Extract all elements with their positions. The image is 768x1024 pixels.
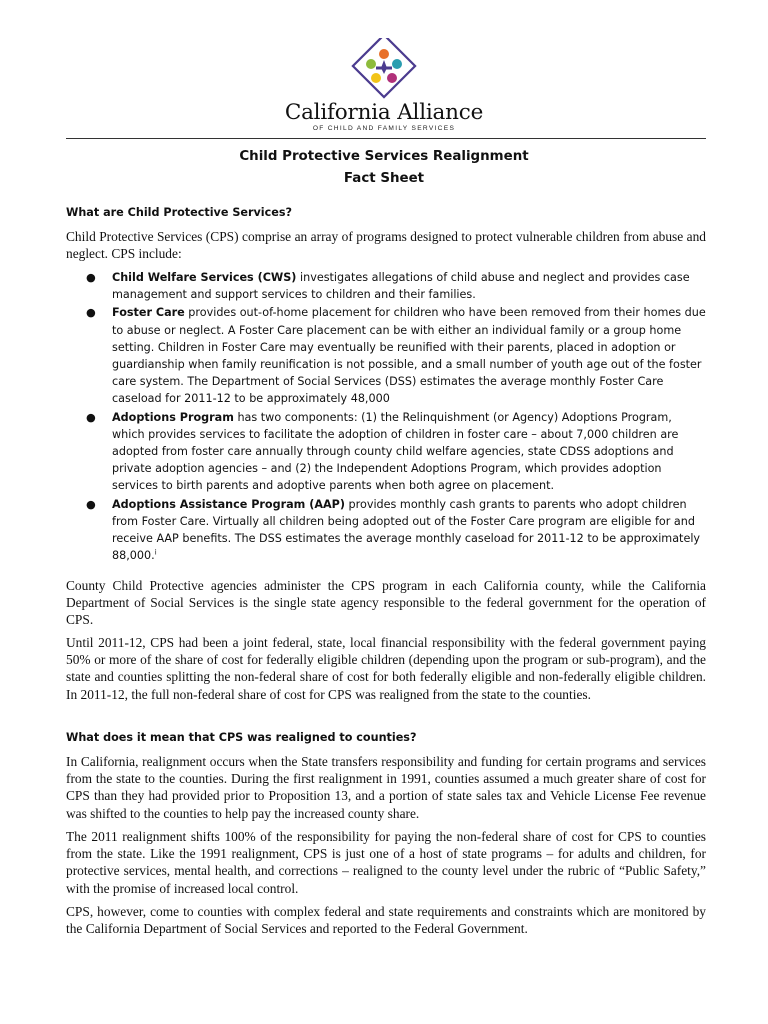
section-heading-realigned: What does it mean that CPS was realigned to counties? bbox=[66, 731, 417, 744]
bullet-term: Foster Care bbox=[112, 306, 185, 320]
page-subtitle: Fact Sheet bbox=[343, 171, 425, 186]
bullet-text: has two components: (1) the Relinquishment (or Agency) Adoptions Program, which provides services to facilitate the adoption of children in foster care – about 7,000 children are adopted from foster care annually through county child welfare agencies, state CDSS adoptions and private adoption agencies – and (2) the Independent Adoptions Program, which provides adoption services to birth parents and adoptive parents when both agree on placement. bbox=[112, 410, 679, 493]
org-name: California Alliance bbox=[284, 100, 484, 125]
list-item-aap bbox=[66, 496, 706, 565]
bullet-term: Adoptions Assistance Program (AAP) bbox=[112, 497, 345, 511]
california-alliance-logo-icon bbox=[340, 38, 428, 108]
bullet-term: Adoptions Program bbox=[112, 410, 234, 424]
paragraph-until-2011: Until 2011-12, CPS had been a joint federal, state, local financial responsibility with the federal government paying 50% or more of the share of cost for federally eligible children (depending upon the program or sub-program), and the state and counties splitting the non-federal share of cost for both federally eligible and non-federally eligible children. In 2011-12, the full non-federal share of cost for CPS was realigned from the state to the counties. bbox=[66, 635, 706, 702]
paragraph-realignment-1991: In California, realignment occurs when the State transfers responsibility and funding for certain programs and services from the state to the counties. During the first realignment in 1991, counties assumed a much greater share of cost for CPS than they had provided prior to Proposition 13, and a portion of state sales tax and Vehicle License Fee revenue was shifted to the counties to help pay the increased county share. bbox=[66, 754, 706, 821]
bullet-text: investigates allegations of child abuse and neglect and provides case management and support services to children and their families. bbox=[112, 271, 690, 302]
list-item-foster-care bbox=[66, 304, 706, 407]
bullet-icon: ● bbox=[86, 410, 96, 424]
section-heading-what-are-cps: What are Child Protective Services? bbox=[66, 206, 292, 219]
paragraph-county-agencies: County Child Protective agencies administer the CPS program in each California county, while the California Department of Social Services is the single state agency responsible to the federal government for the operation of CPS. bbox=[66, 578, 706, 628]
cps-program-list bbox=[66, 269, 706, 565]
bullet-term: Child Welfare Services (CWS) bbox=[112, 271, 297, 284]
org-subtitle: OF CHILD AND FAMILY SERVICES bbox=[312, 125, 456, 132]
bullet-icon: ● bbox=[86, 271, 96, 284]
bullet-icon: ● bbox=[86, 306, 96, 320]
paragraph-cps-requirements: CPS, however, come to counties with complex federal and state requirements and constraints which are monitored by the California Department of Social Services and reported to the Federal Government. bbox=[66, 904, 706, 937]
bullet-text: provides out-of-home placement for children who have been removed from their homes due to abuse or neglect. A Foster Care placement can be with either an individual family or a group home setting. Children in Foster Care may eventually be reunified with their parents, placed in adoption or guardianship when family reunification is not possible, and a small number of youth age out of the foster care system. The Department of Social Services (DSS) estimates the average monthly Foster Care caseload for 2011-12 to be approximately 48,000 bbox=[112, 306, 706, 406]
intro-paragraph: Child Protective Services (CPS) comprise an array of programs designed to protect vulnerable children from abuse and neglect. CPS include: bbox=[66, 229, 706, 262]
list-item-cws bbox=[66, 269, 706, 303]
header-divider bbox=[66, 138, 706, 139]
paragraph-realignment-2011: The 2011 realignment shifts 100% of the responsibility for paying the non-federal share of cost for CPS to counties from the state. Like the 1991 realignment, CPS is just one of a host of state programs – for adults and children, for protective services, mental health, and corrections – realigned to the county level under the rubric of “Public Safety,” with the promise of increased local control. bbox=[66, 829, 706, 896]
bullet-icon: ● bbox=[86, 497, 96, 511]
footnote-marker: i bbox=[154, 548, 157, 557]
list-item-adoptions bbox=[66, 409, 706, 495]
bullet-text: provides monthly cash grants to parents who adopt children from Foster Care. Virtually all children being adopted out of the Foster Care program are eligible for and receive AAP benefits. The DSS estimates the average monthly caseload for 2011-12 to be approximately 88,000. bbox=[112, 497, 701, 563]
page-title: Child Protective Services Realignment bbox=[239, 149, 529, 164]
